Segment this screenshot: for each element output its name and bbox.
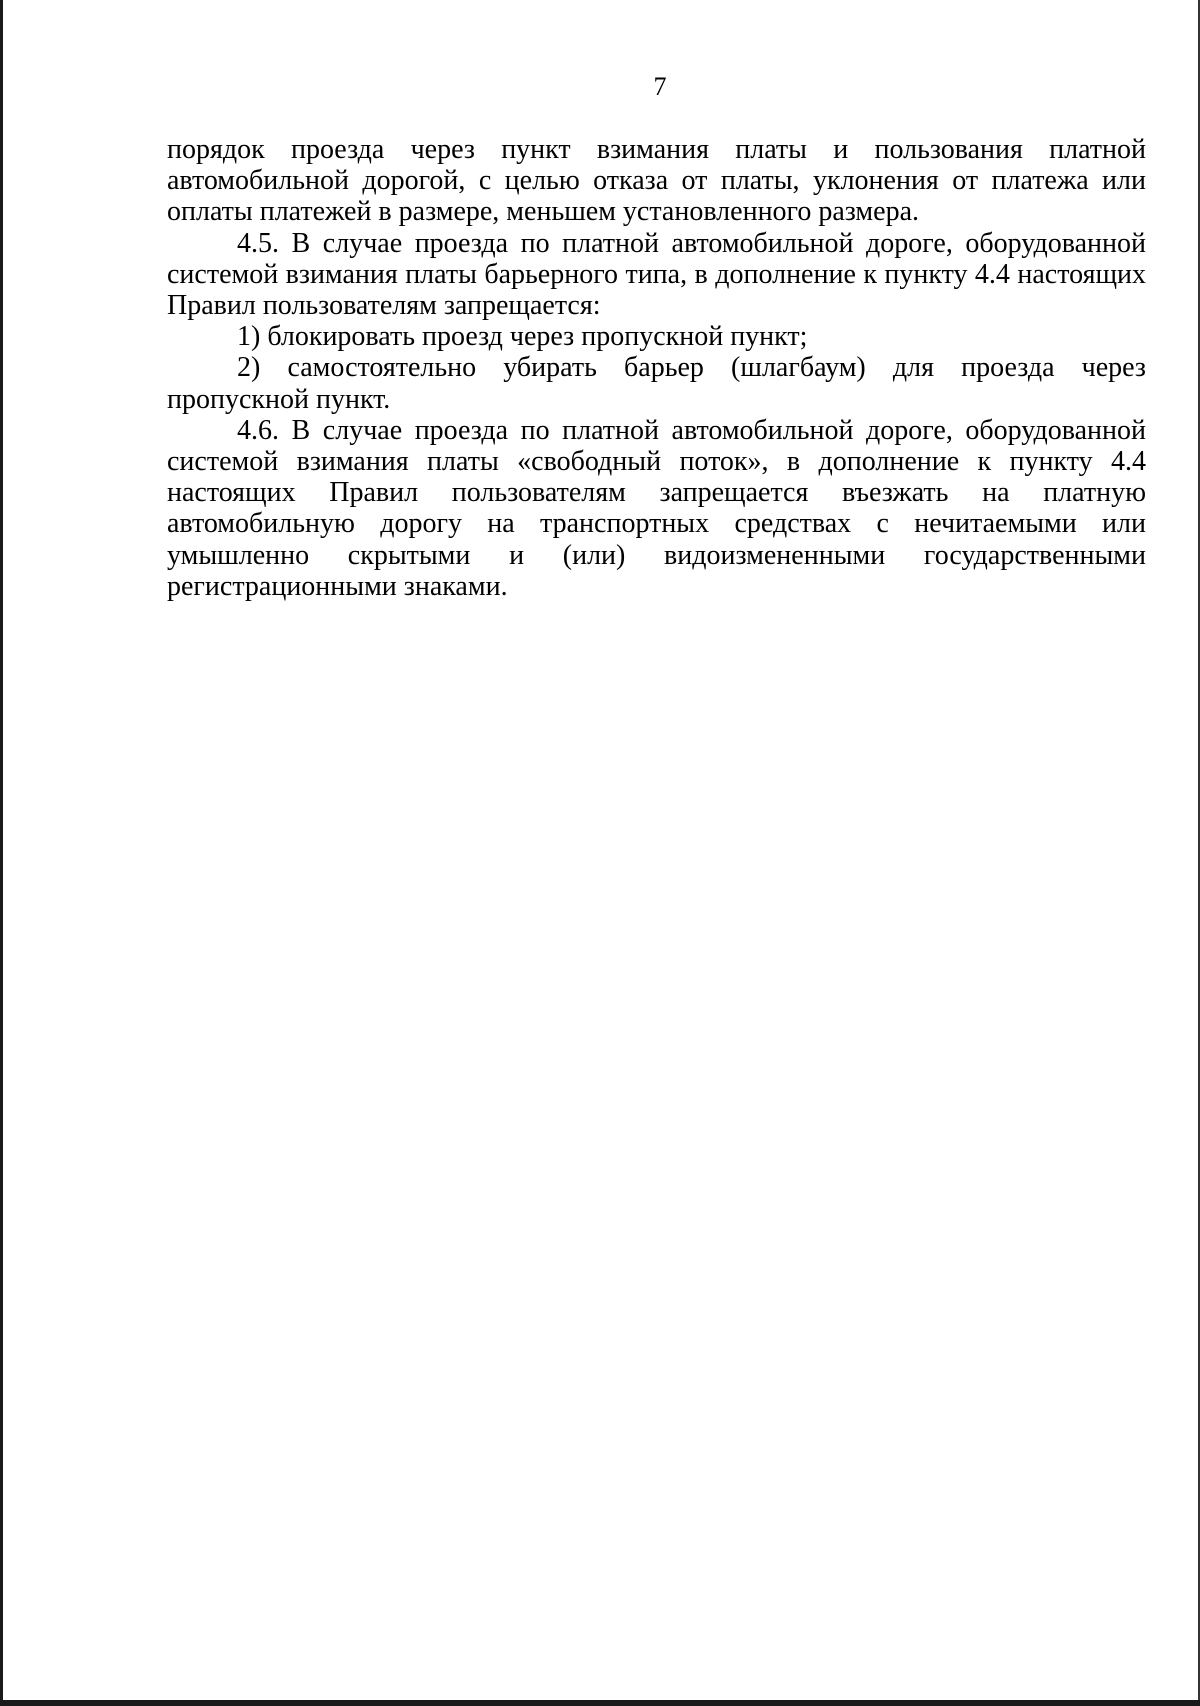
scan-border-bottom xyxy=(0,1700,1200,1706)
paragraph-4-5-item-2: 2) самостоятельно убирать барьер (шлагбаум) для проезда через пропускной пункт. xyxy=(167,352,1146,415)
document-body xyxy=(167,134,1146,602)
page-number: 7 xyxy=(653,72,667,101)
paragraph-4-6: 4.6. В случае проезда по платной автомобильной дороге, оборудованной системой взимания платы «свободный поток», в дополнение к пункту 4.4 настоящих Правил пользователям запрещается въезжать на платную автомобильную дорогу на транспортных средствах с нечитаемыми или умышленно скрытыми и (или) видоизмененными государственными регистрационными знаками. xyxy=(167,414,1146,602)
scan-border-left xyxy=(0,0,3,1706)
paragraph-4-5: 4.5. В случае проезда по платной автомобильной дороге, оборудованной системой взимания платы барьерного типа, в дополнение к пункту 4.4 настоящих Правил пользователям запрещается: xyxy=(167,227,1146,322)
paragraph-continuation: порядок проезда через пункт взимания платы и пользования платной автомобильной дорогой, с целью отказа от платы, уклонения от платежа или оплаты платежей в размере, меньшем установленного размера. xyxy=(167,134,1146,228)
paragraph-4-5-item-1: 1) блокировать проезд через пропускной пункт; xyxy=(237,321,808,353)
